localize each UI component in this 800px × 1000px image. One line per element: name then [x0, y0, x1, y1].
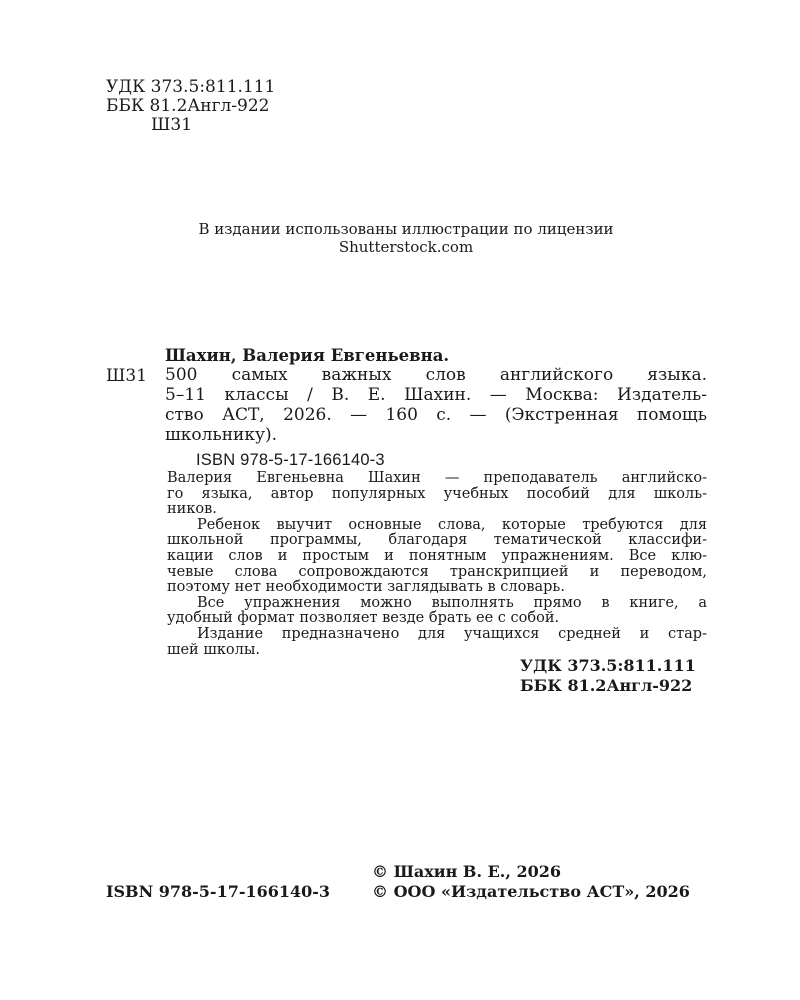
annotation-line: поэтому нет необходимости заглядывать в словарь.: [167, 579, 565, 596]
catalog-author-mark: Ш31: [106, 366, 148, 386]
footer-isbn: ISBN 978-5-17-166140-3: [106, 882, 331, 901]
copyright-block: [372, 862, 690, 902]
annotation-line: чевые слова сопровождаются транскрипцией и переводом,: [167, 563, 707, 580]
catalog-isbn: ISBN 978-5-17-166140-3: [196, 451, 385, 469]
bottom-bbk-code: ББК 81.2Англ-922: [520, 676, 693, 695]
license-note: [100, 220, 712, 256]
bbk-code: ББК 81.2Англ-922: [106, 96, 270, 116]
copyright-author: © Шахин В. Е., 2026: [372, 862, 562, 881]
annotation-line: школьной программы, благодаря тематической классифи-: [167, 532, 707, 549]
annotation-line: кации слов и простым и понятным упражнениям. Все клю-: [167, 547, 707, 564]
catalog-description: [165, 365, 707, 445]
classification-codes: [106, 78, 275, 135]
catalog-author: Шахин, Валерия Евгеньевна.: [165, 346, 450, 365]
annotation-line: ников.: [167, 501, 217, 518]
annotation-line: Все упражнения можно выполнять прямо в книге, а: [197, 594, 707, 611]
copyright-publisher: © ООО «Издательство АСТ», 2026: [372, 882, 690, 901]
bottom-classification-codes: [520, 656, 696, 696]
annotation: [167, 471, 707, 658]
description-line: ство АСТ, 2026. — 160 с. — (Экстренная помощь: [165, 405, 707, 425]
description-line: 5–11 классы / В. Е. Шахин. — Москва: Издатель-: [165, 385, 707, 405]
annotation-line: удобный формат позволяет везде брать ее с собой.: [167, 610, 560, 627]
annotation-line: Валерия Евгеньевна Шахин — преподаватель английско-: [167, 470, 707, 486]
annotation-line: Издание предназначено для учащихся средней и стар-: [197, 625, 707, 642]
udk-code: УДК 373.5:811.111: [106, 77, 276, 97]
license-line-1: В издании использованы иллюстрации по лицензии: [198, 220, 614, 238]
annotation-line: Ребенок выучит основные слова, которые требуются для: [197, 516, 707, 533]
description-line: 500 самых важных слов английского языка.: [165, 365, 707, 385]
description-line: школьнику).: [165, 425, 278, 445]
annotation-line: шей школы.: [167, 641, 260, 658]
annotation-line: го языка, автор популярных учебных пособий для школь-: [167, 485, 707, 502]
bottom-udk-code: УДК 373.5:811.111: [520, 656, 696, 675]
author-mark: Ш31: [151, 115, 193, 135]
license-line-2: Shutterstock.com: [338, 238, 474, 256]
